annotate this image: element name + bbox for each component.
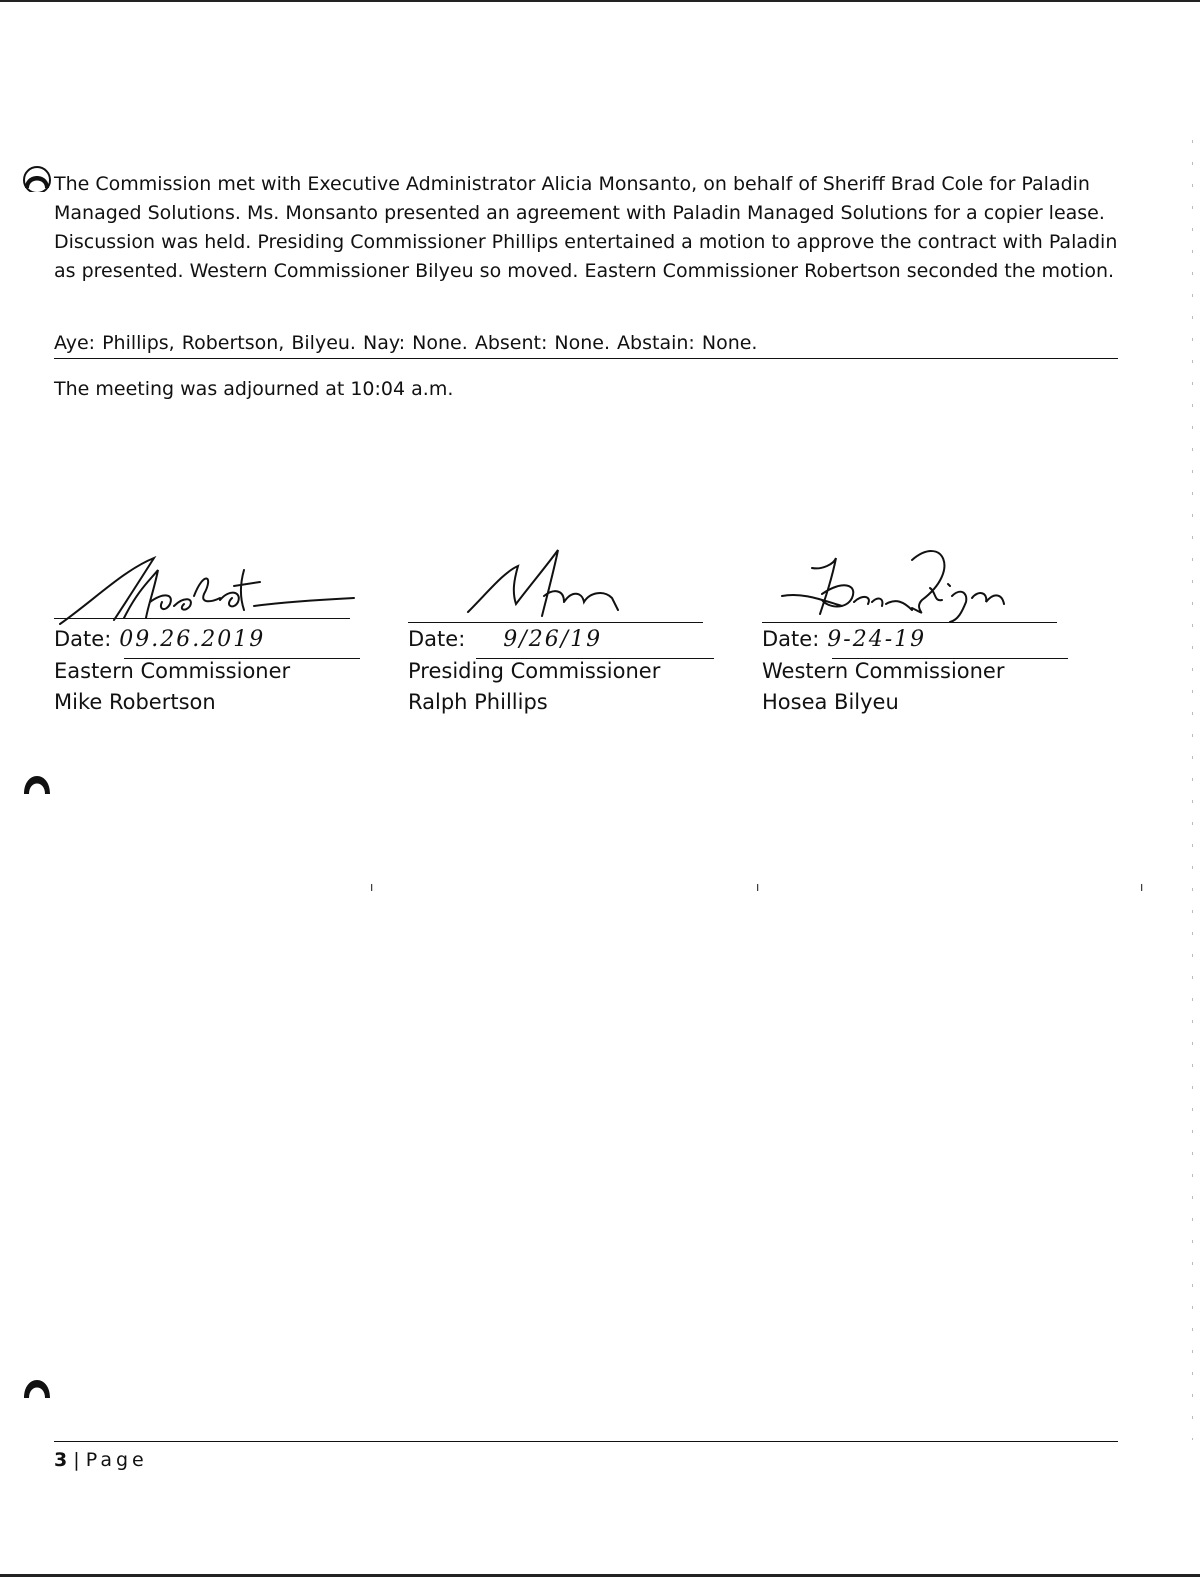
- minutes-paragraph: The Commission met with Executive Administrator Alicia Monsanto, on behalf of Sheriff Brad Cole for Paladin Managed Solutions. Ms. Monsanto presented an agreement with Paladin Managed Solutions for a copier lease. Discussion was held. Presiding Commissioner Phillips entertained a motion to approve the contract with Paladin as presented. Western Commissioner Bilyeu so moved. Eastern Commissioner Robertson seconded the motion.: [54, 173, 1118, 282]
- signer-title: Eastern Commissioner: [54, 659, 291, 683]
- page-footer: [54, 1448, 148, 1472]
- footer-divider: [54, 1441, 1118, 1442]
- signature-image: [408, 540, 728, 630]
- signer-name: Ralph Phillips: [408, 690, 548, 714]
- scan-speck: ı: [370, 880, 374, 894]
- date-label: Date:: [54, 627, 112, 651]
- scan-speck: ı: [1140, 880, 1144, 894]
- signature-image: [54, 540, 374, 630]
- scan-edge-top: [0, 0, 1200, 2]
- date-label: Date:: [408, 627, 466, 651]
- vote-record: Aye: Phillips, Robertson, Bilyeu. Nay: None. Absent: None. Abstain: None.: [54, 330, 1118, 359]
- scan-edge-right: [1192, 140, 1193, 1440]
- scan-speck: ı: [756, 880, 760, 894]
- signer-name: Mike Robertson: [54, 690, 216, 714]
- punch-hole-icon: [22, 766, 52, 796]
- date-label: Date:: [762, 627, 820, 651]
- signature-image: [762, 540, 1082, 630]
- signer-title: Presiding Commissioner: [408, 659, 661, 683]
- signer-name: Hosea Bilyeu: [762, 690, 899, 714]
- signed-date: 9-24-19: [827, 627, 927, 652]
- signed-date: 09.26.2019: [119, 627, 266, 652]
- signed-date: 9/26/19: [503, 627, 603, 652]
- footer-separator: |: [73, 1449, 80, 1471]
- punch-hole-icon: [22, 1370, 52, 1400]
- page-number: 3: [54, 1449, 68, 1471]
- page-label: Page: [85, 1449, 148, 1471]
- adjournment-text: The meeting was adjourned at 10:04 a.m.: [54, 378, 454, 400]
- punch-hole-icon: [22, 162, 52, 192]
- signer-title: Western Commissioner: [762, 659, 1005, 683]
